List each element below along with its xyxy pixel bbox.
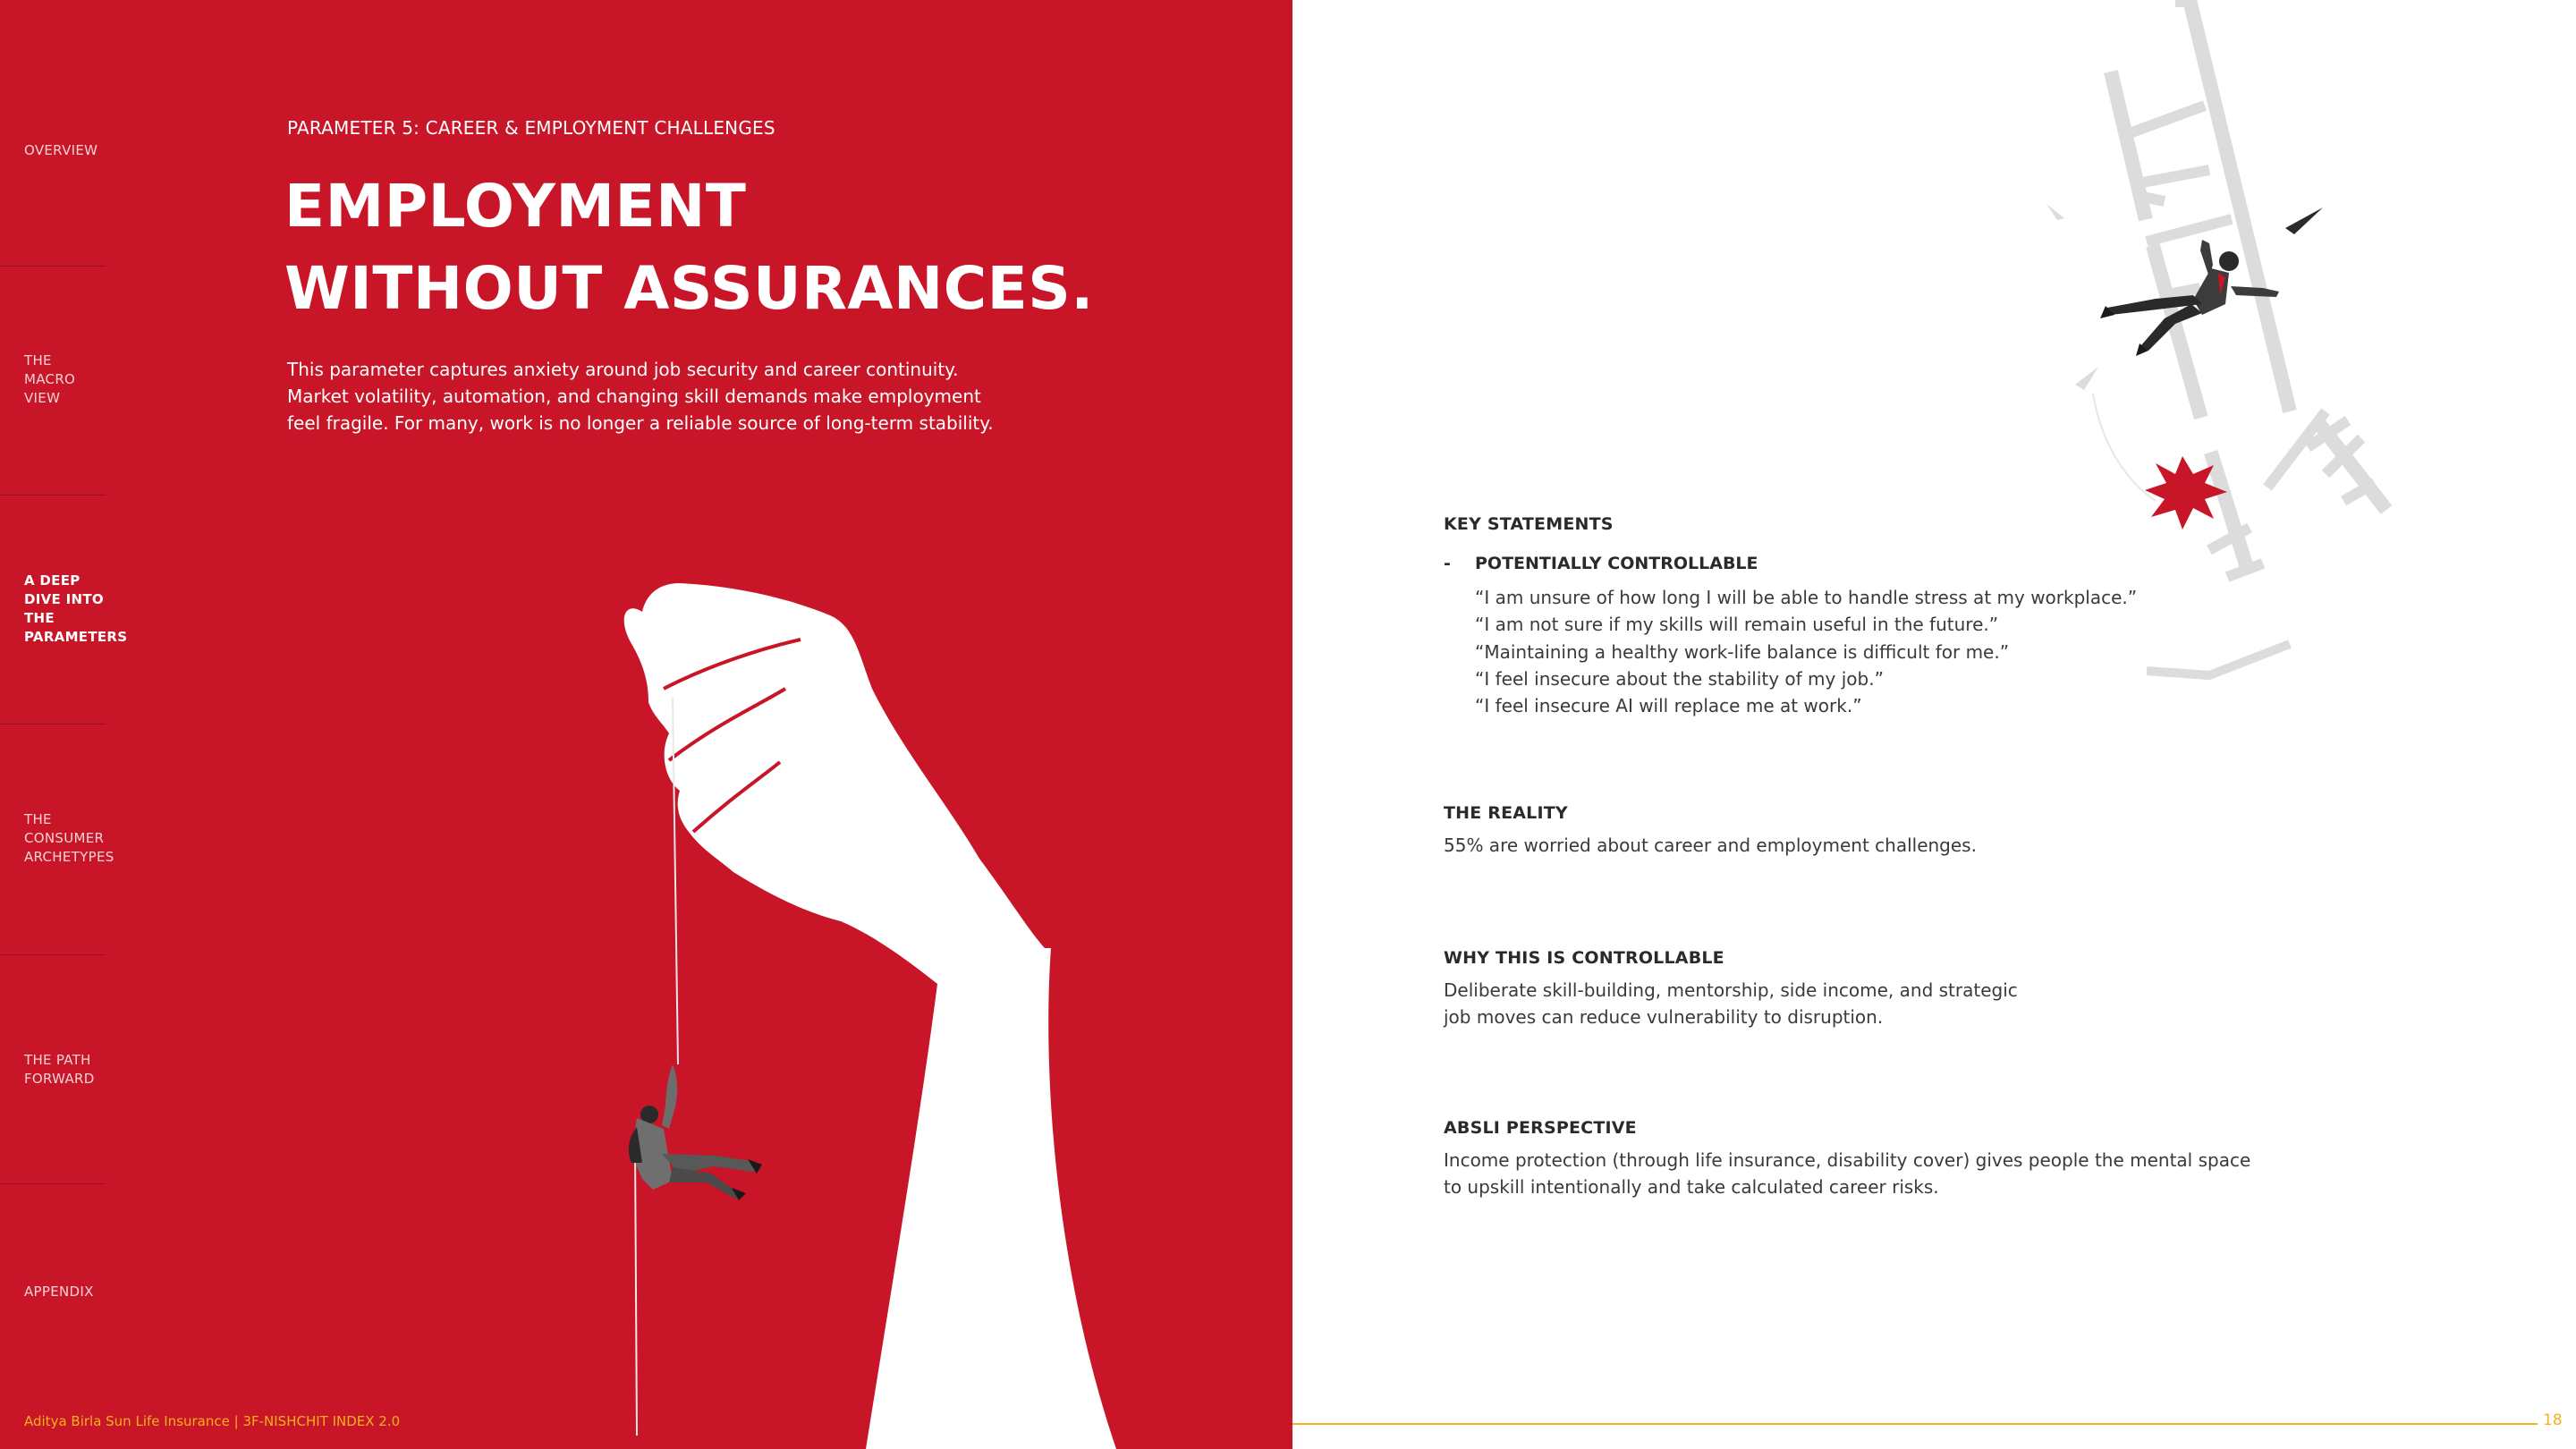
nav-label: OVERVIEW [24, 142, 98, 158]
intro-line: Market volatility, automation, and changing skill demands make employment [287, 386, 981, 407]
text-line: to upskill intentionally and take calculated career risks. [1444, 1176, 1939, 1198]
text-line: Deliberate skill-building, mentorship, side income, and strategic [1444, 979, 2018, 1001]
nav-label: ARCHETYPES [24, 849, 114, 865]
quote-item: “Maintaining a healthy work-life balance is difficult for me.” [1475, 640, 2010, 663]
why-controllable-heading: WHY THIS IS CONTROLLABLE [1444, 948, 1724, 968]
quote-item: “I am unsure of how long I will be able to handle stress at my workplace.” [1475, 587, 2138, 608]
nav-label: VIEW [24, 390, 61, 406]
perspective-text [1444, 1147, 2250, 1200]
nav-label: CONSUMER [24, 830, 105, 846]
nav-label: DIVE INTO [24, 591, 104, 607]
title-line: WITHOUT ASSURANCES. [284, 254, 1094, 323]
text-line: Income protection (through life insurance, disability cover) gives people the mental space [1444, 1149, 2251, 1171]
why-controllable-text [1444, 977, 2018, 1030]
list-dash: - [1444, 554, 1451, 573]
broken-ladder-illustration [1292, 0, 2576, 1449]
right-panel [1292, 0, 2576, 1449]
subheading-label: POTENTIALLY CONTROLLABLE [1475, 554, 1758, 573]
potentially-controllable-heading [1444, 554, 1758, 573]
quote-item: “I feel insecure about the stability of my job.” [1475, 667, 1884, 690]
text-line: job moves can reduce vulnerability to disruption. [1444, 1006, 1884, 1028]
hanging-man-icon [629, 1064, 762, 1200]
perspective-heading: ABSLI PERSPECTIVE [1444, 1118, 1637, 1138]
nav-label: THE [24, 352, 52, 369]
quote-item: “I am not sure if my skills will remain useful in the future.” [1475, 614, 1999, 636]
reality-heading: THE REALITY [1444, 803, 1568, 823]
nav-label: MACRO [24, 371, 76, 387]
quote-item: “I feel insecure AI will replace me at work.” [1475, 695, 1862, 717]
quote-list [1475, 584, 2137, 719]
footer-brand: Aditya Birla Sun Life Insurance | 3F-NISHCHIT INDEX 2.0 [24, 1413, 401, 1429]
nav-label: THE [24, 811, 52, 827]
intro-line: This parameter captures anxiety around job security and career continuity. [287, 359, 959, 380]
nav-label: THE PATH [24, 1052, 91, 1068]
reality-text: 55% are worried about career and employment challenges. [1444, 835, 1977, 856]
parameter-eyebrow: PARAMETER 5: CAREER & EMPLOYMENT CHALLENGES [287, 117, 775, 139]
nav-label: THE [24, 610, 55, 626]
nav-label: FORWARD [24, 1071, 95, 1087]
title-line: EMPLOYMENT [284, 172, 747, 241]
intro-line: feel fragile. For many, work is no longer a reliable source of long-term stability. [287, 412, 994, 434]
page-number: 18 [2543, 1411, 2563, 1429]
footer-rule [1292, 1423, 2538, 1425]
nav-label: PARAMETERS [24, 629, 128, 645]
key-statements-heading: KEY STATEMENTS [1444, 514, 1614, 534]
nav-label: A DEEP [24, 572, 80, 589]
nav-label: APPENDIX [24, 1284, 94, 1300]
